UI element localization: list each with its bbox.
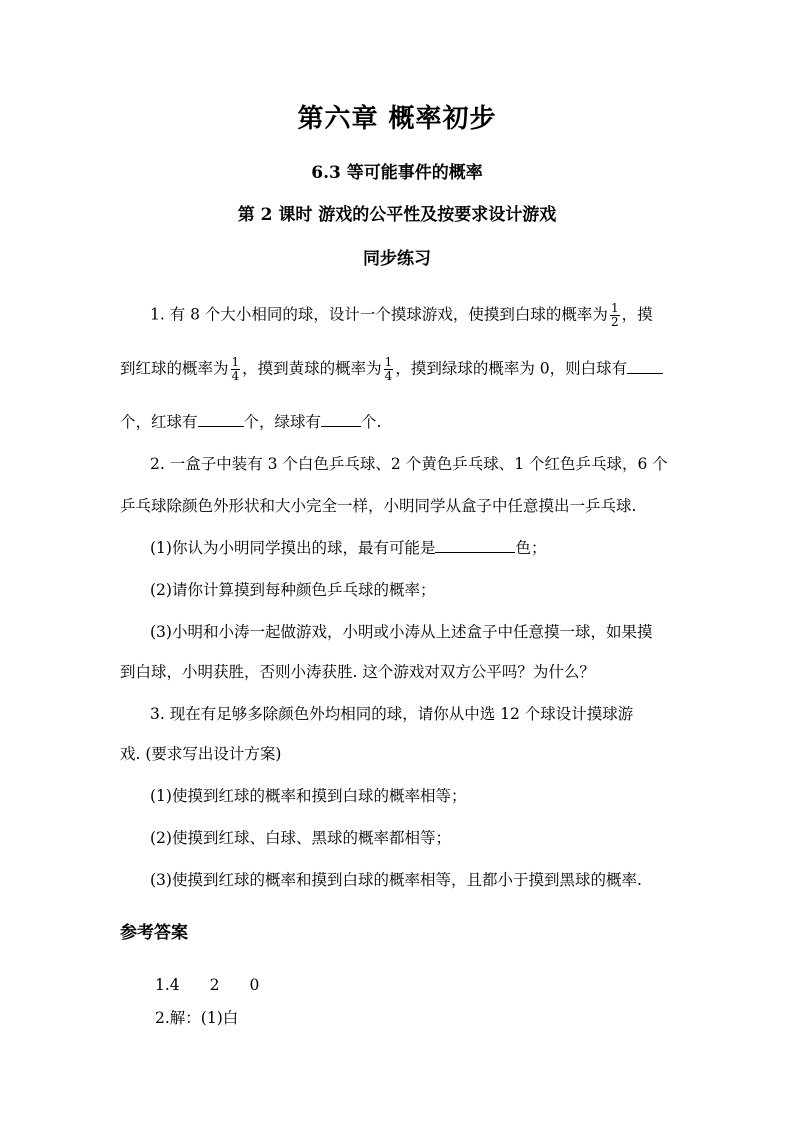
- exercise-title: 同步练习: [363, 249, 431, 269]
- lesson-title: 第 2 课时 游戏的公平性及按要求设计游戏: [237, 205, 557, 225]
- q1-line1: 1. 有 8 个大小相同的球，设计一个摸球游戏，使摸到白球的概率为 $\frac{1}{2}$ ，摸: [150, 301, 653, 329]
- q3-line1: 3. 现在有足够多除颜色外均相同的球，请你从中选 12 个球设计摸球游: [150, 705, 634, 723]
- fraction: $\frac{1}{4}$: [384, 355, 393, 383]
- q2-sub1: (1)你认为小明同学摸出的球，最有可能是 色；: [150, 539, 547, 557]
- q3-sub1: (1)使摸到红球的概率和摸到白球的概率相等；: [150, 787, 467, 805]
- answer-1: 1.4 2 0: [155, 976, 260, 994]
- q1-line2: 到红球的概率为 $\frac{1}{4}$ ，摸到黄球的概率为 $\frac{1}{4}$ ，摸到绿球的概率为 0，则白球有: [120, 356, 663, 383]
- q1-line3: 个，红球有 个，绿球有 个.: [120, 413, 382, 431]
- q2-line1: 2. 一盒子中装有 3 个白色乒乓球、2 个黄色乒乓球、1 个红色乒乓球，6 个: [150, 455, 668, 473]
- answer-2: 2.解：(1)白: [155, 1009, 239, 1027]
- answer-blank[interactable]: [627, 359, 663, 374]
- answers-title: 参考答案: [120, 923, 188, 943]
- q3-sub2: (2)使摸到红球、白球、黑球的概率都相等；: [150, 829, 451, 847]
- q2-sub3-line1: (3)小明和小涛一起做游戏，小明或小涛从上述盒子中任意摸一球，如果摸: [150, 623, 653, 641]
- fraction: $\frac{1}{2}$: [610, 301, 619, 329]
- q1-text: 1. 有 8 个大小相同的球，设计一个摸球游戏，使摸到白球的概率为: [150, 305, 608, 324]
- q2-sub3-line2: 到白球，小明获胜，否则小涛获胜. 这个游戏对双方公平吗？为什么？: [120, 663, 595, 681]
- section-title: 6.3 等可能事件的概率: [311, 163, 483, 183]
- q2-sub2: (2)请你计算摸到每种颜色乒乓球的概率；: [150, 581, 436, 599]
- answer-blank[interactable]: [435, 538, 515, 553]
- q3-line2: 戏. (要求写出设计方案): [120, 745, 282, 763]
- q2-line2: 乒乓球除颜色外形状和大小完全一样，小明同学从盒子中任意摸出一乒乓球.: [120, 497, 637, 515]
- answer-blank[interactable]: [198, 412, 244, 427]
- chapter-title: 第六章 概率初步: [297, 104, 497, 134]
- fraction: $\frac{1}{4}$: [231, 355, 240, 383]
- answer-blank[interactable]: [321, 412, 361, 427]
- q3-sub3: (3)使摸到红球的概率和摸到白球的概率相等，且都小于摸到黑球的概率.: [150, 871, 642, 889]
